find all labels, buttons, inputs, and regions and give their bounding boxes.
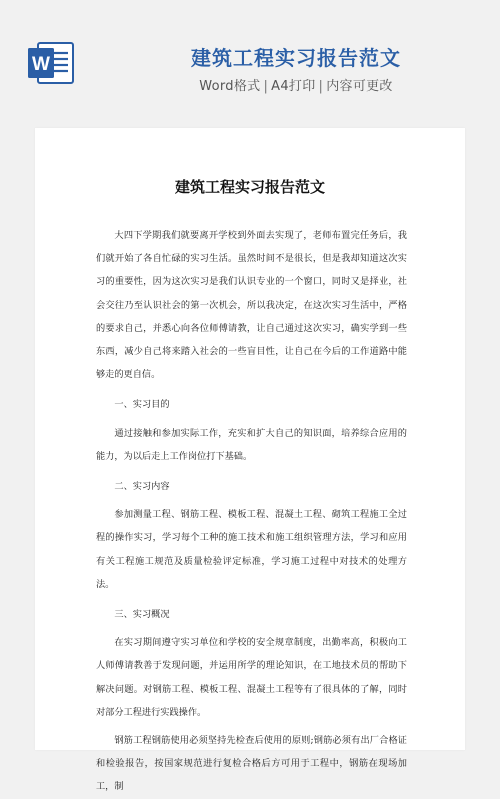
separator: |: [318, 79, 324, 94]
document-title: 建筑工程实习报告范文: [174, 178, 325, 196]
intro-paragraph: 大四下学期我们就要离开学校到外面去实现了，老师布置完任务后，我们就开始了各自忙碌的实习生活。虽然时间不是很长，但是我却知道这次实习的重要性，因为这次实习是我们认识专业的一个窗口，同时又是择业，社会交往乃至认识社会的第一次机会，所以我决定，在这次实习生活中，严格的要求自己，并悉心向各位师傅请教，让自己通过这次实习，确实学到一些东西，减少自己将来踏入社会的一些盲目性，让自己在今后的工作道路中能够走的更自信。: [96, 230, 407, 381]
format-label: Word格式: [199, 79, 261, 94]
document-body: [96, 224, 407, 799]
header: [0, 0, 500, 112]
section-heading: 三、实习概况: [114, 609, 170, 621]
editable-label: 内容可更改: [326, 79, 393, 94]
body-paragraph: 钢筋工程钢筋使用必须坚持先检查后使用的原则;钢筋必须有出厂合格证和检验报告，按国家规范进行复检合格后方可用于工程中，钢筋在现场加工，制: [96, 735, 407, 793]
svg-text:W: W: [32, 54, 50, 75]
page-title: 建筑工程实习报告范文: [191, 46, 401, 70]
section-heading: 一、实习目的: [114, 399, 170, 411]
separator: |: [263, 79, 269, 94]
body-paragraph: 参加测量工程、钢筋工程、模板工程、混凝土工程、砌筑工程施工全过程的操作实习，学习每个工种的施工技术和施工组织管理方法，学习和应用有关工程施工规范及质量检验评定标准，学习施工过程中对技术的处理方法。: [96, 509, 407, 590]
section-heading: 二、实习内容: [114, 481, 170, 493]
format-info: [96, 75, 496, 94]
body-paragraph: 在实习期间遵守实习单位和学校的安全规章制度，出勤率高，积极向工人师傅请教善于发现问题，并运用所学的理论知识，在工地技术员的帮助下解决问题。对钢筋工程、模板工程、混凝土工程等有了很具体的了解，同时对部分工程进行实践操作。: [96, 637, 407, 718]
document-page: [35, 128, 465, 793]
body-paragraph: 通过接触和参加实际工作，充实和扩大自己的知识面，培养综合应用的能力，为以后走上工作岗位打下基础。: [96, 427, 407, 462]
word-document-icon: [26, 40, 76, 86]
print-label: A4打印: [271, 79, 316, 94]
